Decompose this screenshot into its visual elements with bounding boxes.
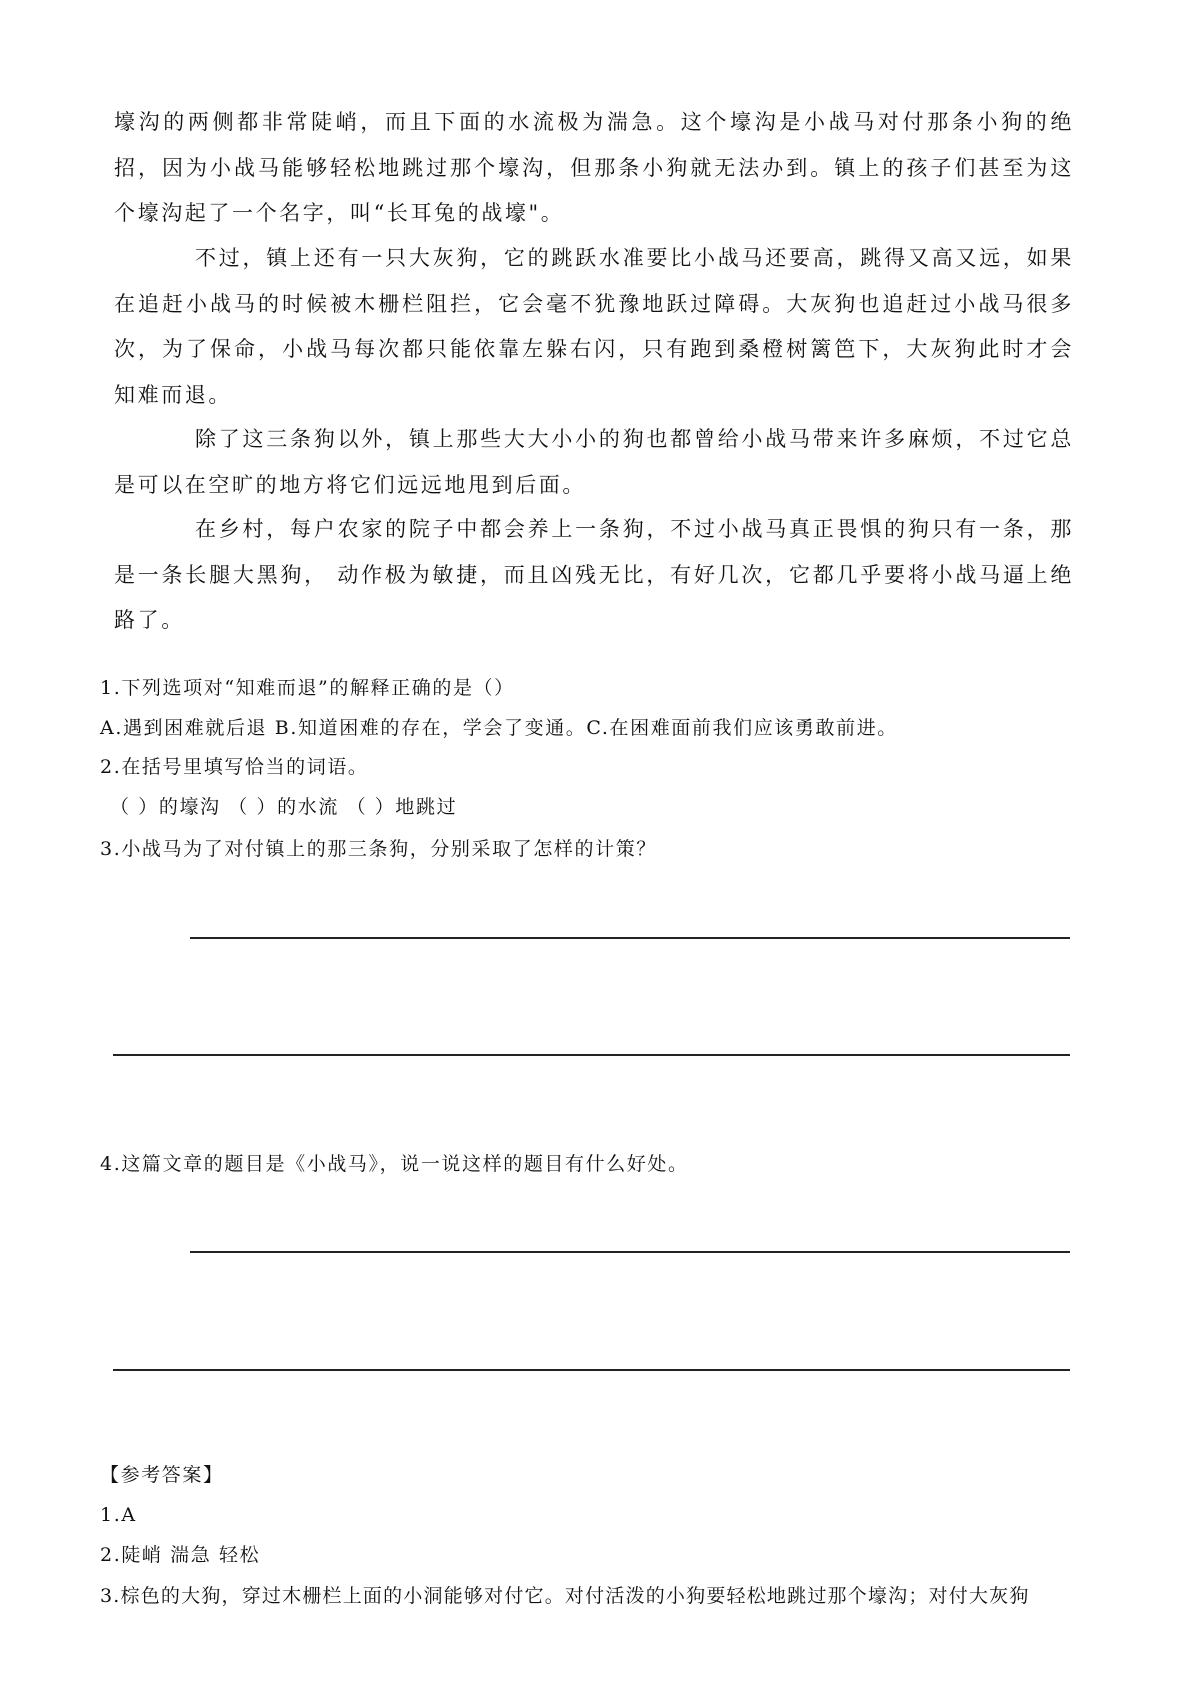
answer-1: 1.A bbox=[100, 1504, 137, 1526]
answer-key-heading: 【参考答案】 bbox=[100, 1464, 224, 1486]
question-2: 2.在括号里填写恰当的词语。 bbox=[100, 756, 369, 778]
answer-3: 3.棕色的大狗，穿过木栅栏上面的小洞能够对付它。对付活泼的小狗要轻松地跳过那个壕沟；对付大灰狗 bbox=[100, 1585, 1030, 1607]
passage-paragraph-2: 不过，镇上还有一只大灰狗，它的跳跃水准要比小战马还要高，跳得又高又远，如果在追赶小战马的时候被木栅栏阻拦，它会毫不犹豫地跃过障碍。大灰狗也追赶过小战马很多次，为了保命，小战马每次都只能依靠左躲右闪，只有跑到桑橙树篱笆下，大灰狗此时才会知难而退。 bbox=[114, 246, 1074, 407]
blank-jump[interactable]: （ ）地跳过 bbox=[346, 796, 458, 818]
passage-paragraph-4: 在乡村，每户农家的院子中都会养上一条狗，不过小战马真正畏惧的狗只有一条，那是一条长腿大黑狗， 动作极为敏捷，而且凶残无比，有好几次，它都几乎要将小战马逼上绝路了。 bbox=[114, 517, 1074, 632]
question-4: 4.这篇文章的题目是《小战马》，说一说这样的题目有什么好处。 bbox=[100, 1153, 689, 1175]
question-2-blanks bbox=[110, 792, 1110, 822]
question-1-options: A.遇到困难就后退 B.知道困难的存在，学会了变通。C.在困难面前我们应该勇敢前进。 bbox=[100, 717, 898, 739]
answer-line-q3-2[interactable] bbox=[113, 1054, 1070, 1056]
blank-trench[interactable]: （ ）的壕沟 bbox=[110, 796, 221, 818]
answer-2: 2.陡峭 湍急 轻松 bbox=[100, 1544, 261, 1566]
answer-line-q4-1[interactable] bbox=[190, 1251, 1070, 1253]
question-1: 1.下列选项对“知难而退”的解释正确的是（） bbox=[100, 677, 515, 699]
passage-paragraph-1: 壕沟的两侧都非常陡峭，而且下面的水流极为湍急。这个壕沟是小战马对付那条小狗的绝招，因为小战马能够轻松地跳过那个壕沟，但那条小狗就无法办到。镇上的孩子们甚至为这个壕沟起了一个名字，叫“长耳兔的战壕"。 bbox=[114, 110, 1074, 225]
answer-line-q4-2[interactable] bbox=[113, 1369, 1070, 1371]
blank-current[interactable]: （ ）的水流 bbox=[228, 796, 339, 818]
question-3: 3.小战马为了对付镇上的那三条狗，分别采取了怎样的计策？ bbox=[100, 838, 657, 860]
passage-paragraph-3: 除了这三条狗以外，镇上那些大大小小的狗也都曾给小战马带来许多麻烦，不过它总是可以在空旷的地方将它们远远地甩到后面。 bbox=[114, 427, 1074, 497]
answer-line-q3-1[interactable] bbox=[190, 937, 1070, 939]
